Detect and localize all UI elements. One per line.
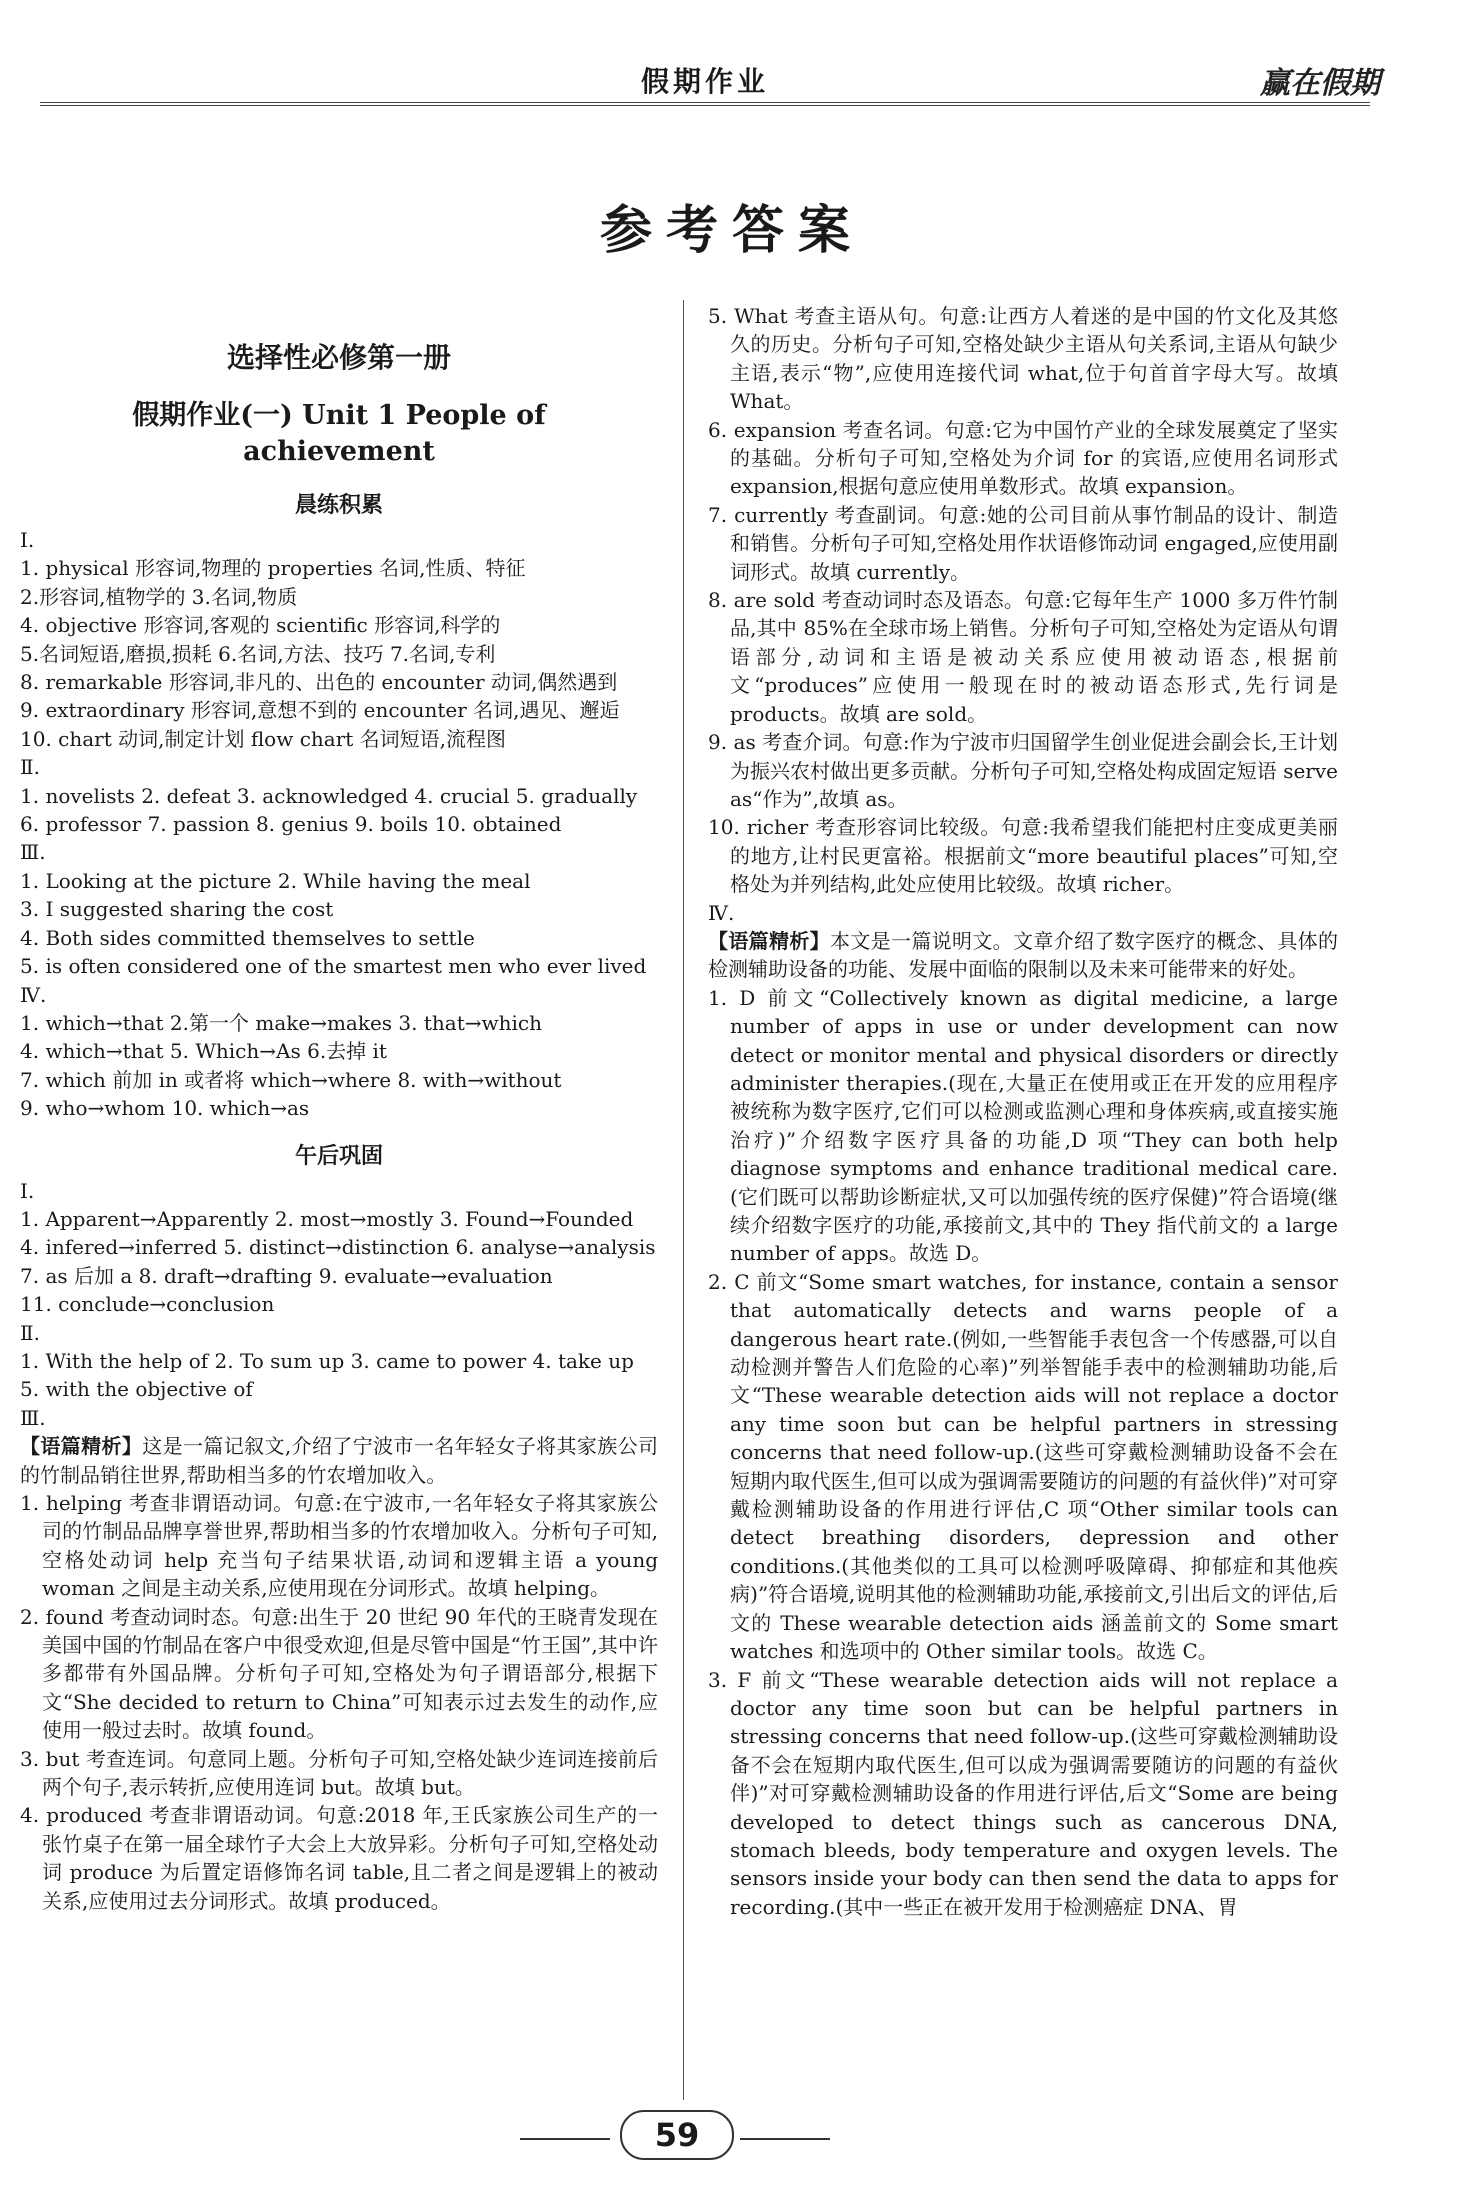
- answer-line: 4. which→that 5. Which→As 6.去掉 it: [20, 1039, 387, 1064]
- passage-analysis: [708, 927, 1338, 984]
- answer-line: 6. professor 7. passion 8. genius 9. boils 10. obtained: [20, 812, 562, 837]
- answer-item: 1. D 前文“Collectively known as digital medicine, a large number of apps in use or under development can now detect or monitor mental and physical disorders or directly administer therapies.(现在,大量正在使用或正在开发的应用程序被统称为数字医疗,它们可以检测或监测心理和身体疾病,或直接实施治疗)”介绍数字医疗具备的功能,D 项“They can both help diagnose symptoms and enhance traditional medical care.(它们既可以帮助诊断症状,又可以加强传统的医疗保健)”符合语境(继续介绍数字医疗的功能,承接前文,其中的 They 指代前文的 a large number of apps。故选 D。: [708, 985, 1338, 1266]
- answer-item: 2. found 考查动词时态。句意:出生于 20 世纪 90 年代的王晓青发现在美国中国的竹制品在客户中很受欢迎,但是尽管中国是“竹王国”,其中许多都带有外国品牌。分析句子可知,空格处为句子谓语部分,根据下文“She decided to return to China”可知表示过去发生的动作,应使用一般过去时。故填 found。: [20, 1604, 658, 1743]
- answer-line: 9. who→whom 10. which→as: [20, 1096, 310, 1121]
- book-title: 选择性必修第一册: [226, 341, 451, 374]
- passage-analysis: [20, 1432, 658, 1489]
- answer-item: 6. expansion 考查名词。句意:它为中国竹产业的全球发展奠定了坚实的基础。分析句子可知,空格处为介词 for 的宾语,应使用名词形式 expansion,根据句意应使用单数形式。故填 expansion。: [708, 417, 1338, 499]
- answer-line: 1. physical 形容词,物理的 properties 名词,性质、特征: [20, 556, 526, 581]
- unit-title: [20, 398, 658, 470]
- afternoon-heading: 午后巩固: [294, 1143, 383, 1169]
- answer-item: 9. as 考查介词。句意:作为宁波市归国留学生创业促进会副会长,王计划为振兴农村做出更多贡献。分析句子可知,空格处构成固定短语 serve as“作为”,故填 as。: [708, 730, 1338, 811]
- morning-heading: 晨练积累: [294, 493, 383, 518]
- answer-line: Ⅲ.: [20, 840, 46, 865]
- section-roman-iv: Ⅳ.: [708, 900, 735, 925]
- answer-line: Ⅲ.: [20, 1405, 46, 1430]
- answer-item: 8. are sold 考查动词时态及语态。句意:它每年生产 1000 多万件竹制品,其中 85%在全球市场上销售。分析句子可知,空格处为定语从句谓语部分,动词和主语是被动关系应使用被动语态,根据前文“produces”应使用一般现在时的被动语态形式,先行词是 products。故填 are sold。: [708, 588, 1338, 726]
- column-divider: [683, 300, 684, 2100]
- header-title: 假期作业: [640, 65, 769, 98]
- answer-line: 1. novelists 2. defeat 3. acknowledged 4. crucial 5. gradually: [20, 783, 638, 808]
- answer-line: 4. objective 形容词,客观的 scientific 形容词,科学的: [20, 613, 501, 638]
- answer-line: 11. conclude→conclusion: [20, 1292, 275, 1317]
- answer-line: 10. chart 动词,制定计划 flow chart 名词短语,流程图: [20, 726, 507, 751]
- header-rule: [40, 102, 1370, 106]
- answer-line: Ⅰ.: [20, 1178, 35, 1203]
- morning-answers: [20, 526, 658, 1123]
- left-column: [20, 300, 658, 1915]
- analysis-text: 本文是一篇说明文。文章介绍了数字医疗的概念、具体的检测辅助设备的功能、发展中面临的限制以及未来可能带来的好处。: [708, 928, 1338, 982]
- answer-line: 5. is often considered one of the smartest men who ever lived: [20, 954, 647, 979]
- answer-line: 1. which→that 2.第一个 make→makes 3. that→which: [20, 1010, 542, 1035]
- answer-line: 1. With the help of 2. To sum up 3. came to power 4. take up: [20, 1348, 634, 1373]
- answer-line: 8. remarkable 形容词,非凡的、出色的 encounter 动词,偶然遇到: [20, 670, 618, 695]
- page-title: 参考答案: [599, 201, 864, 261]
- answer-item: 10. richer 考查形容词比较级。句意:我希望我们能把村庄变成更美丽的地方,让村民更富裕。根据前文“more beautiful places”可知,空格处为并列结构,此处应使用比较级。故填 richer。: [708, 815, 1338, 897]
- answer-line: Ⅰ.: [20, 528, 35, 552]
- answer-line: Ⅳ.: [20, 982, 47, 1007]
- brand-logo: 赢在假期: [1260, 66, 1380, 101]
- answer-item: 2. C 前文“Some smart watches, for instance, contain a sensor that automatically detects and warns people of a dangerous heart rate.(例如,一些智能手表包含一个传感器,可以自动检测并警告人们危险的心率)”列举智能手表中的检测辅助功能,后文“These wearable detection aids will not replace a doctor any time soon but can be helpful partners in stressing concerns that need follow-up.(这些可穿戴检测辅助设备不会在短期内取代医生,但可以成为强调需要随访的问题的有益伙伴)”对可穿戴检测辅助设备的作用进行评估,C 项“Other similar tools can detect breathing disorders, depression and other conditions.(其他类似的工具可以检测呼吸障碍、抑郁症和其他疾病)”符合语境,说明其他的检测辅助功能,承接前文,引出后文的评估,后文的 These wearable detection aids 涵盖前文的 Some smart watches 和选项中的 Other similar tools。故选 C。: [708, 1269, 1338, 1664]
- right-column: [708, 302, 1338, 1921]
- answer-line: 3. I suggested sharing the cost: [20, 897, 334, 922]
- answer-line: 5.名词短语,磨损,损耗 6.名词,方法、技巧 7.名词,专利: [20, 641, 496, 666]
- analysis-tag: 【语篇精析】: [20, 1434, 143, 1459]
- analysis-tag: 【语篇精析】: [708, 928, 830, 953]
- answer-line: 4. infered→inferred 5. distinct→distinction 6. analyse→analysis: [20, 1235, 656, 1260]
- answer-line: 2.形容词,植物学的 3.名词,物质: [20, 584, 298, 609]
- answer-item: 3. but 考查连词。句意同上题。分析句子可知,空格处缺少连词连接前后两个句子,表示转折,应使用连词 but。故填 but。: [20, 1746, 658, 1800]
- answer-line: 1. Apparent→Apparently 2. most→mostly 3. Found→Founded: [20, 1206, 634, 1231]
- answer-line: 7. as 后加 a 8. draft→drafting 9. evaluate→evaluation: [20, 1263, 553, 1288]
- answer-item: 7. currently 考查副词。句意:她的公司目前从事竹制品的设计、制造和销售。分析句子可知,空格处用作状语修饰动词 engaged,应使用副词形式。故填 currently。: [708, 502, 1338, 584]
- footer-rule-left: [520, 2138, 610, 2140]
- page-header: [40, 52, 1380, 106]
- answer-item: 5. What 考查主语从句。句意:让西方人着迷的是中国的竹文化及其悠久的历史。分析句子可知,空格处缺少主语从句关系词,主语从句缺少主语,表示“物”,应使用连接代词 what,位于句首首字母大写。故填 What。: [708, 304, 1338, 414]
- answer-item: 3. F 前文“These wearable detection aids will not replace a doctor any time soon but can be helpful partners in stressing concerns that need follow-up.(这些可穿戴检测辅助设备不会在短期内取代医生,但可以成为强调需要随访的问题的有益伙伴)”对可穿戴检测辅助设备的作用进行评估,后文“Some are being developed to detect things such as cancerous DNA, stomach bleeds, body temperature and oxygen levels. The sensors inside your body can then send the data to apps for recording.(其中一些正在被开发用于检测癌症 DNA、胃: [708, 1667, 1338, 1919]
- answer-line: 9. extraordinary 形容词,意想不到的 encounter 名词,遇见、邂逅: [20, 698, 620, 723]
- answer-line: 5. with the objective of: [20, 1377, 253, 1402]
- answer-line: Ⅱ.: [20, 755, 40, 780]
- answer-line: 4. Both sides committed themselves to settle: [20, 925, 475, 950]
- answer-line: 1. Looking at the picture 2. While having the meal: [20, 868, 531, 893]
- page-number: 59: [620, 2110, 734, 2160]
- answer-item: 4. produced 考查非谓语动词。句意:2018 年,王氏家族公司生产的一张竹桌子在第一届全球竹子大会上大放异彩。分析句子可知,空格处动词 produce 为后置定语修饰名词 table,且二者之间是逻辑上的被动关系,应使用过去分词形式。故填 produced。: [20, 1803, 658, 1913]
- page-footer: [0, 2098, 1464, 2158]
- footer-rule-right: [740, 2138, 830, 2140]
- answer-line: 7. which 前加 in 或者将 which→where 8. with→without: [20, 1067, 562, 1092]
- unit-title-line-2: achievement: [243, 436, 435, 467]
- analysis-text: 这是一篇记叙文,介绍了宁波市一名年轻女子将其家族公司的竹制品销往世界,帮助相当多的竹农增加收入。: [20, 1434, 659, 1487]
- answer-item: 1. helping 考查非谓语动词。句意:在宁波市,一名年轻女子将其家族公司的竹制品品牌享誉世界,帮助相当多的竹农增加收入。分析句子可知,空格处动词 help 充当句子结果状语,动词和逻辑主语 a young woman 之间是主动关系,应使用现在分词形式。故填 helping。: [20, 1491, 658, 1601]
- afternoon-answers: [20, 1177, 658, 1433]
- answer-line: Ⅱ.: [20, 1320, 40, 1345]
- unit-title-line-1: 假期作业(一) Unit 1 People of: [132, 400, 546, 431]
